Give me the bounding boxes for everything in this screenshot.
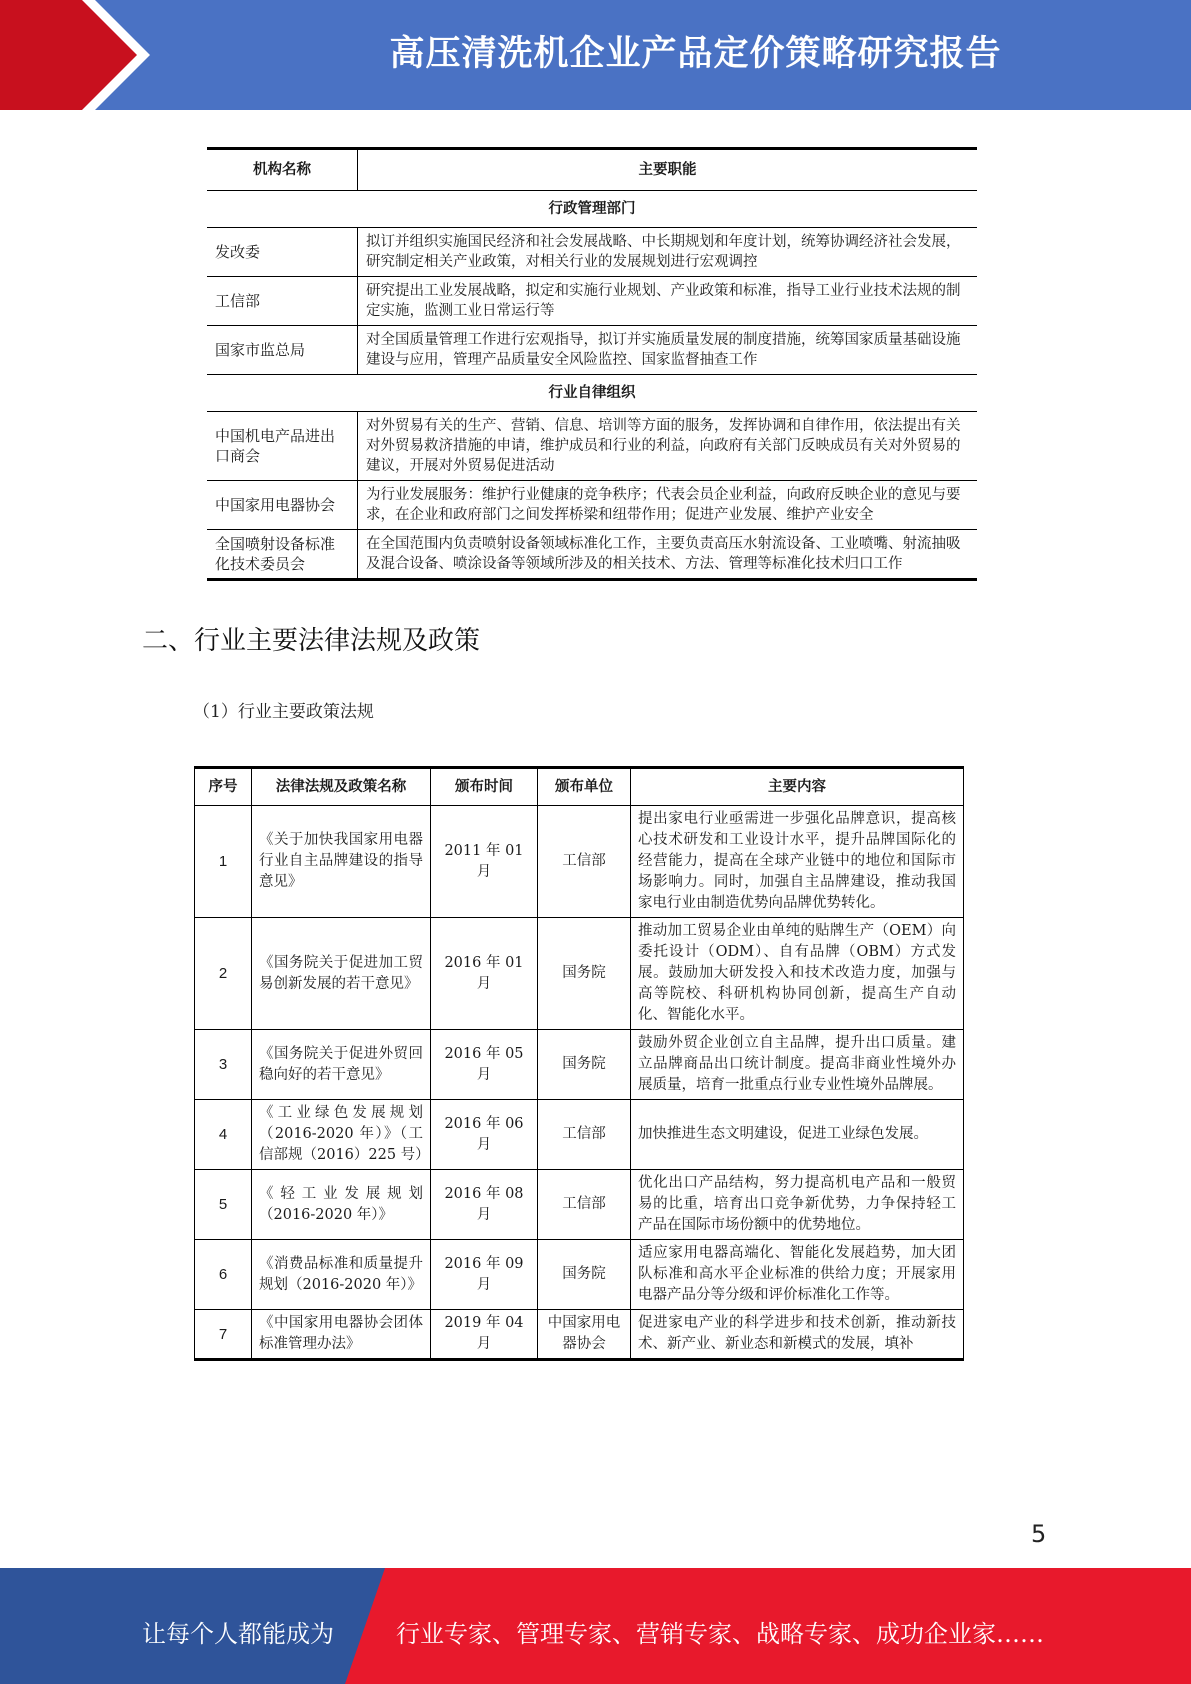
- table-row: [195, 1030, 964, 1100]
- issuing-unit: 国务院: [538, 918, 631, 1030]
- issuing-unit: 工信部: [538, 806, 631, 918]
- law-name: 《工业绿色发展规划（2016-2020 年）》（工信部规（2016）225 号）: [252, 1100, 431, 1170]
- issue-date: 2016 年 08 月: [431, 1170, 538, 1240]
- issue-date: 2016 年 06 月: [431, 1100, 538, 1170]
- page-number: 5: [1031, 1520, 1047, 1548]
- column-header: 主要内容: [631, 768, 964, 806]
- header-red-arrow: [0, 0, 150, 110]
- column-header: 颁布时间: [431, 768, 538, 806]
- table-row: [207, 228, 977, 277]
- issuing-unit: 国务院: [538, 1240, 631, 1310]
- org-duty: 对外贸易有关的生产、营销、信息、培训等方面的服务，发挥协调和自律作用，依法提出有关对外贸易救济措施的申请，维护成员和行业的利益，向政府有关部门反映成员有关对外贸易的建议，开展对外贸易促进活动: [366, 418, 961, 474]
- table-row: [195, 1310, 964, 1360]
- page-header: [0, 0, 1191, 110]
- law-name: 《消费品标准和质量提升规划（2016-2020 年）》: [252, 1240, 431, 1310]
- column-header: 机构名称: [207, 149, 358, 191]
- main-content: 提出家电行业亟需进一步强化品牌意识，提高核心技术研发和工业设计水平，提升品牌国际化的经营能力，提高在全球产业链中的地位和国际市场影响力。同时，加强自主品牌建设，推动我国家电行业由制造优势向品牌优势转化。: [631, 806, 964, 918]
- table-row: [207, 412, 977, 481]
- section-title: 行业自律组织: [548, 385, 636, 401]
- issuing-unit: 工信部: [538, 1100, 631, 1170]
- row-number: 7: [195, 1310, 252, 1360]
- table-row: [195, 918, 964, 1030]
- main-content: 优化出口产品结构，努力提高机电产品和一般贸易的比重，培育出口竞争新优势，力争保持轻工产品在国际市场份额中的优势地位。: [631, 1170, 964, 1240]
- row-number: 1: [195, 806, 252, 918]
- section-heading: 二、行业主要法律法规及政策: [142, 626, 481, 656]
- sub-heading: （1）行业主要政策法规: [193, 702, 374, 722]
- table-row: [195, 1100, 964, 1170]
- org-name: 中国机电产品进出口商会: [207, 412, 358, 481]
- row-number: 5: [195, 1170, 252, 1240]
- section-row: [207, 375, 977, 412]
- issuing-unit: 国务院: [538, 1030, 631, 1100]
- org-duty: 研究提出工业发展战略，拟定和实施行业规划、产业政策和标准，指导工业行业技术法规的制定实施，监测工业日常运行等: [366, 283, 961, 319]
- row-number: 2: [195, 918, 252, 1030]
- table-row: [207, 277, 977, 326]
- column-header: 序号: [195, 768, 252, 806]
- issue-date: 2016 年 05 月: [431, 1030, 538, 1100]
- org-name: 国家市监总局: [207, 326, 358, 375]
- issuing-unit: 工信部: [538, 1170, 631, 1240]
- column-header: 法律法规及政策名称: [252, 768, 431, 806]
- header-title: 高压清洗机企业产品定价策略研究报告: [389, 34, 1002, 74]
- section-title: 行政管理部门: [548, 201, 636, 217]
- table-row: [207, 326, 977, 375]
- section-row: [207, 191, 977, 228]
- organization-table: [207, 147, 977, 581]
- issue-date: 2019 年 04 月: [431, 1310, 538, 1360]
- org-name: 中国家用电器协会: [207, 481, 358, 530]
- column-header: 主要职能: [638, 162, 697, 178]
- main-content: 推动加工贸易企业由单纯的贴牌生产（OEM）向委托设计（ODM）、自有品牌（OBM）方式发展。鼓励加大研发投入和技术改造力度，加强与高等院校、科研机构协同创新，提高生产自动化、智能化水平。: [631, 918, 964, 1030]
- page-footer: [0, 1568, 1191, 1684]
- main-content: 鼓励外贸企业创立自主品牌，提升出口质量。建立品牌商品出口统计制度。提高非商业性境外办展质量，培育一批重点行业专业性境外品牌展。: [631, 1030, 964, 1100]
- issue-date: 2011 年 01 月: [431, 806, 538, 918]
- table-row: [195, 806, 964, 918]
- issue-date: 2016 年 09 月: [431, 1240, 538, 1310]
- column-header: 颁布单位: [538, 768, 631, 806]
- policy-table: [194, 766, 964, 1361]
- org-name: 全国喷射设备标准化技术委员会: [207, 530, 358, 580]
- org-duty: 对全国质量管理工作进行宏观指导，拟订并实施质量发展的制度措施，统筹国家质量基础设施建设与应用，管理产品质量安全风险监控、国家监督抽查工作: [366, 332, 961, 368]
- org-duty: 拟订并组织实施国民经济和社会发展战略、中长期规划和年度计划，统筹协调经济社会发展，研究制定相关产业政策，对相关行业的发展规划进行宏观调控: [366, 234, 961, 270]
- issuing-unit: 中国家用电器协会: [538, 1310, 631, 1360]
- law-name: 《国务院关于促进加工贸易创新发展的若干意见》: [252, 918, 431, 1030]
- footer-slogan-right: 行业专家、管理专家、营销专家、战略专家、成功企业家……: [396, 1620, 1044, 1648]
- main-content: 促进家电产业的科学进步和技术创新，推动新技术、新产业、新业态和新模式的发展，填补: [631, 1310, 964, 1360]
- org-name: 发改委: [207, 228, 358, 277]
- issue-date: 2016 年 01 月: [431, 918, 538, 1030]
- law-name: 《轻工业发展规划（2016-2020 年）》: [252, 1170, 431, 1240]
- org-name: 工信部: [207, 277, 358, 326]
- main-content: 加快推进生态文明建设，促进工业绿色发展。: [631, 1100, 964, 1170]
- law-name: 《关于加快我国家用电器行业自主品牌建设的指导意见》: [252, 806, 431, 918]
- footer-slogan-left: 让每个人都能成为: [142, 1620, 334, 1648]
- org-duty: 为行业发展服务：维护行业健康的竞争秩序；代表会员企业利益，向政府反映企业的意见与要求，在企业和政府部门之间发挥桥梁和纽带作用；促进产业发展、维护产业安全: [366, 487, 961, 523]
- row-number: 3: [195, 1030, 252, 1100]
- org-duty: 在全国范围内负责喷射设备领域标准化工作，主要负责高压水射流设备、工业喷嘴、射流抽吸及混合设备、喷涂设备等领域所涉及的相关技术、方法、管理等标准化技术归口工作: [366, 536, 961, 572]
- table-row: [207, 530, 977, 580]
- law-name: 《中国家用电器协会团体标准管理办法》: [252, 1310, 431, 1360]
- table-row: [207, 481, 977, 530]
- table-row: [195, 1240, 964, 1310]
- table-row: [195, 1170, 964, 1240]
- law-name: 《国务院关于促进外贸回稳向好的若干意见》: [252, 1030, 431, 1100]
- row-number: 4: [195, 1100, 252, 1170]
- main-content: 适应家用电器高端化、智能化发展趋势，加大团队标准和高水平企业标准的供给力度；开展家用电器产品分等分级和评价标准化工作等。: [631, 1240, 964, 1310]
- row-number: 6: [195, 1240, 252, 1310]
